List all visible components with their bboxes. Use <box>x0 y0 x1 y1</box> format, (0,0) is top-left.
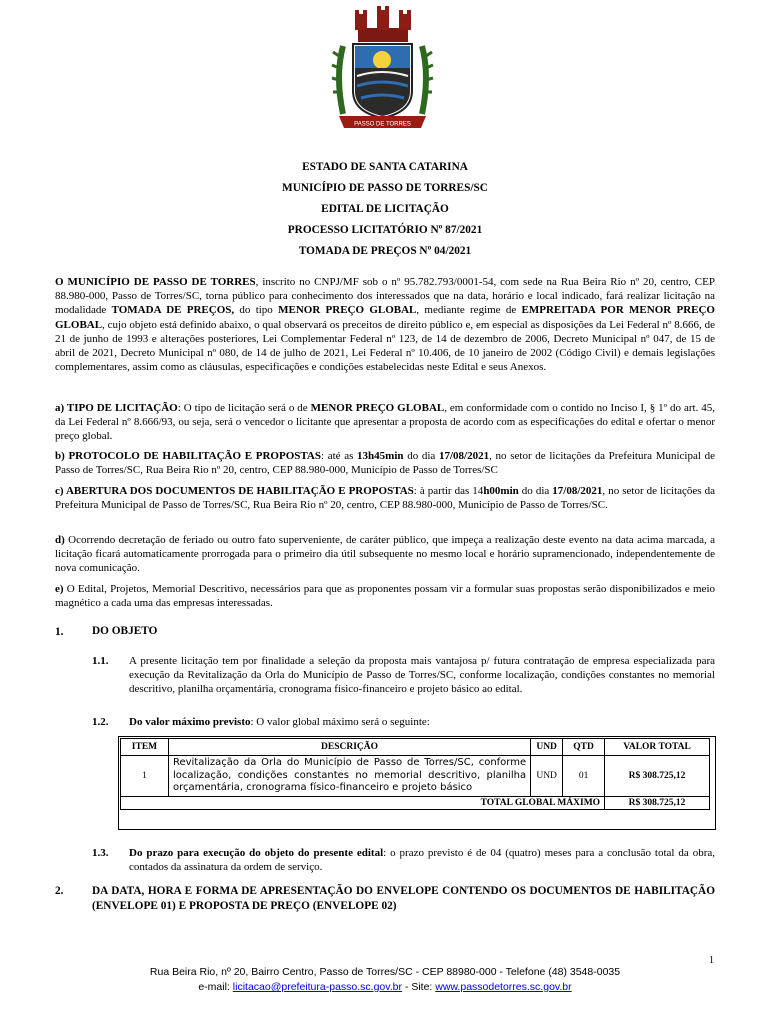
website-link[interactable]: www.passodetorres.sc.gov.br <box>435 981 572 993</box>
crest-banner-text: PASSO DE TORRES <box>354 121 411 128</box>
paragraph-c: c) ABERTURA DOS DOCUMENTOS DE HABILITAÇÃO E PROPOSTAS: à partir das 14h00min do dia 17/08/2021, no setor de licitações da Prefeitura Municipal de Passo de Torres/SC, Rua Beira Rio nº 20, centro, CEP 88.980-000, Município de Passo de Torres/SC. <box>55 485 715 512</box>
cell-item: 1 <box>121 756 169 797</box>
col-header-item: ITEM <box>121 739 169 756</box>
municipal-coat-of-arms-icon <box>325 6 440 134</box>
subsection-1-3-number: 1.3. <box>92 847 109 859</box>
cell-total: R$ 308.725,12 <box>605 756 710 797</box>
table-row <box>121 756 710 797</box>
cell-description: Revitalização da Orla do Município de Passo de Torres/SC, conforme localização, condições constantes no memorial descritivo, planilha orçamentária, cronograma físico-financeiro e projeto básico <box>168 756 530 797</box>
col-header-description: DESCRIÇÃO <box>168 739 530 756</box>
subsection-1-2-number: 1.2. <box>92 716 109 728</box>
heading-process: PROCESSO LICITATÓRIO Nº 87/2021 <box>287 224 483 236</box>
subsection-1-2-text: Do valor máximo previsto: O valor global máximo será o seguinte: <box>129 716 430 728</box>
heading-municipality: MUNICÍPIO DE PASSO DE TORRES/SC <box>282 182 488 194</box>
section-1-number: 1. <box>55 626 64 638</box>
paragraph-d: d) Ocorrendo decretação de feriado ou outro fato superveniente, de caráter público, que impeça a realização deste evento na data acima marcada, a licitação ficará automaticamente prorrogada para o primeiro dia útil subsequente no mesmo local e horário supramencionado, independentemente de nova comunicação. <box>55 534 715 575</box>
table-total-row <box>121 796 710 809</box>
total-value: R$ 308.725,12 <box>605 796 710 809</box>
paragraph-e: e) O Edital, Projetos, Memorial Descritivo, necessários para que as proponentes possam vir a formular suas propostas serão disponibilizados e meio magnético a cada uma das empresas interessadas. <box>55 583 715 610</box>
col-header-und: UND <box>531 739 563 756</box>
cell-qtd: 01 <box>563 756 605 797</box>
cell-und: UND <box>531 756 563 797</box>
section-2-number: 2. <box>55 885 64 897</box>
intro-paragraph: O MUNICÍPIO DE PASSO DE TORRES, inscrito no CNPJ/MF sob o nº 95.782.793/0001-54, com sede na Rua Beira Rio nº 20, centro, CEP 88.980-000, Passo de Torres/SC, torna público para conhecimento dos interessados que na data, horário e local indicado, fará realizar licitação na modalidade TOMADA DE PREÇOS, do tipo MENOR PREÇO GLOBAL, mediante regime de EMPREITADA POR MENOR PREÇO GLOBAL, cujo objeto está definido abaixo, o qual observará os preceitos de direito público e, em especial as disposições da Lei Federal nº 8.666, de 21 de junho de 1993 e alterações posteriores, Lei Complementar Federal nº 123, de 14 de dezembro de 2006, Decreto Municipal nº 047, de 15 de abril de 2021, Decreto Municipal nº 080, de 14 de julho de 2021, Lei Federal nº 10.406, de 10 janeiro de 2002 (Código Civil) e demais legislações complementares, assim como as cláusulas, especificações e condições estabelecidas neste Edital e seus Anexos. <box>55 276 715 374</box>
footer-address: Rua Beira Rio, nº 20, Bairro Centro, Passo de Torres/SC - CEP 88980-000 - Telefone (48) 3548-0035 <box>149 966 621 978</box>
paragraph-b: b) PROTOCOLO DE HABILITAÇÃO E PROPOSTAS: até as 13h45min do dia 17/08/2021, no setor de licitações da Prefeitura Municipal de Passo de Torres/SC, Rua Beira Rio nº 20, centro, CEP 88.980-000, Município de Passo de Torres/SC <box>55 450 715 477</box>
subsection-1-1-text: A presente licitação tem por finalidade a seleção da proposta mais vantajosa p/ futura contratação de empresa especializada para execução da Revitalização da Orla do Município de Passo de Torres/SC, conforme localização, condições constantes no memorial descritivo, planilha orçamentária, cronograma físico-financeiro e projeto básico ao edital. <box>129 655 715 696</box>
col-header-qtd: QTD <box>563 739 605 756</box>
heading-tomada: TOMADA DE PREÇOS Nº 04/2021 <box>298 245 472 257</box>
col-header-total: VALOR TOTAL <box>605 739 710 756</box>
heading-edital: EDITAL DE LICITAÇÃO <box>321 203 449 215</box>
price-table <box>120 738 710 810</box>
email-link[interactable]: licitacao@prefeitura-passo.sc.gov.br <box>232 981 402 993</box>
footer-contacts: e-mail: licitacao@prefeitura-passo.sc.gov.br - Site: www.passodetorres.sc.gov.br <box>198 981 572 993</box>
total-label: TOTAL GLOBAL MÁXIMO <box>121 796 605 809</box>
paragraph-a: a) TIPO DE LICITAÇÃO: O tipo de licitação será o de MENOR PREÇO GLOBAL, em conformidade com o contido no Inciso I, § 1º do art. 45, da Lei Federal nº 8.666/93, ou seja, será o vencedor o licitante que apresentar a proposta de acordo com as especificações do edital e ofertar o menor preço global. <box>55 402 716 443</box>
section-2-title: DA DATA, HORA E FORMA DE APRESENTAÇÃO DO ENVELOPE CONTENDO OS DOCUMENTOS DE HABILITAÇÃO (ENVELOPE 01) E PROPOSTA DE PREÇO (ENVELOPE 02) <box>92 885 715 912</box>
subsection-1-1-number: 1.1. <box>92 655 109 667</box>
heading-state: ESTADO DE SANTA CATARINA <box>302 161 468 173</box>
subsection-1-3-text: Do prazo para execução do objeto do presente edital: o prazo previsto é de 04 (quatro) meses para a conclusão total da obra, contados da assinatura da ordem de serviço. <box>129 847 715 874</box>
section-1-title: DO OBJETO <box>92 625 158 637</box>
page-number: 1 <box>709 955 714 966</box>
